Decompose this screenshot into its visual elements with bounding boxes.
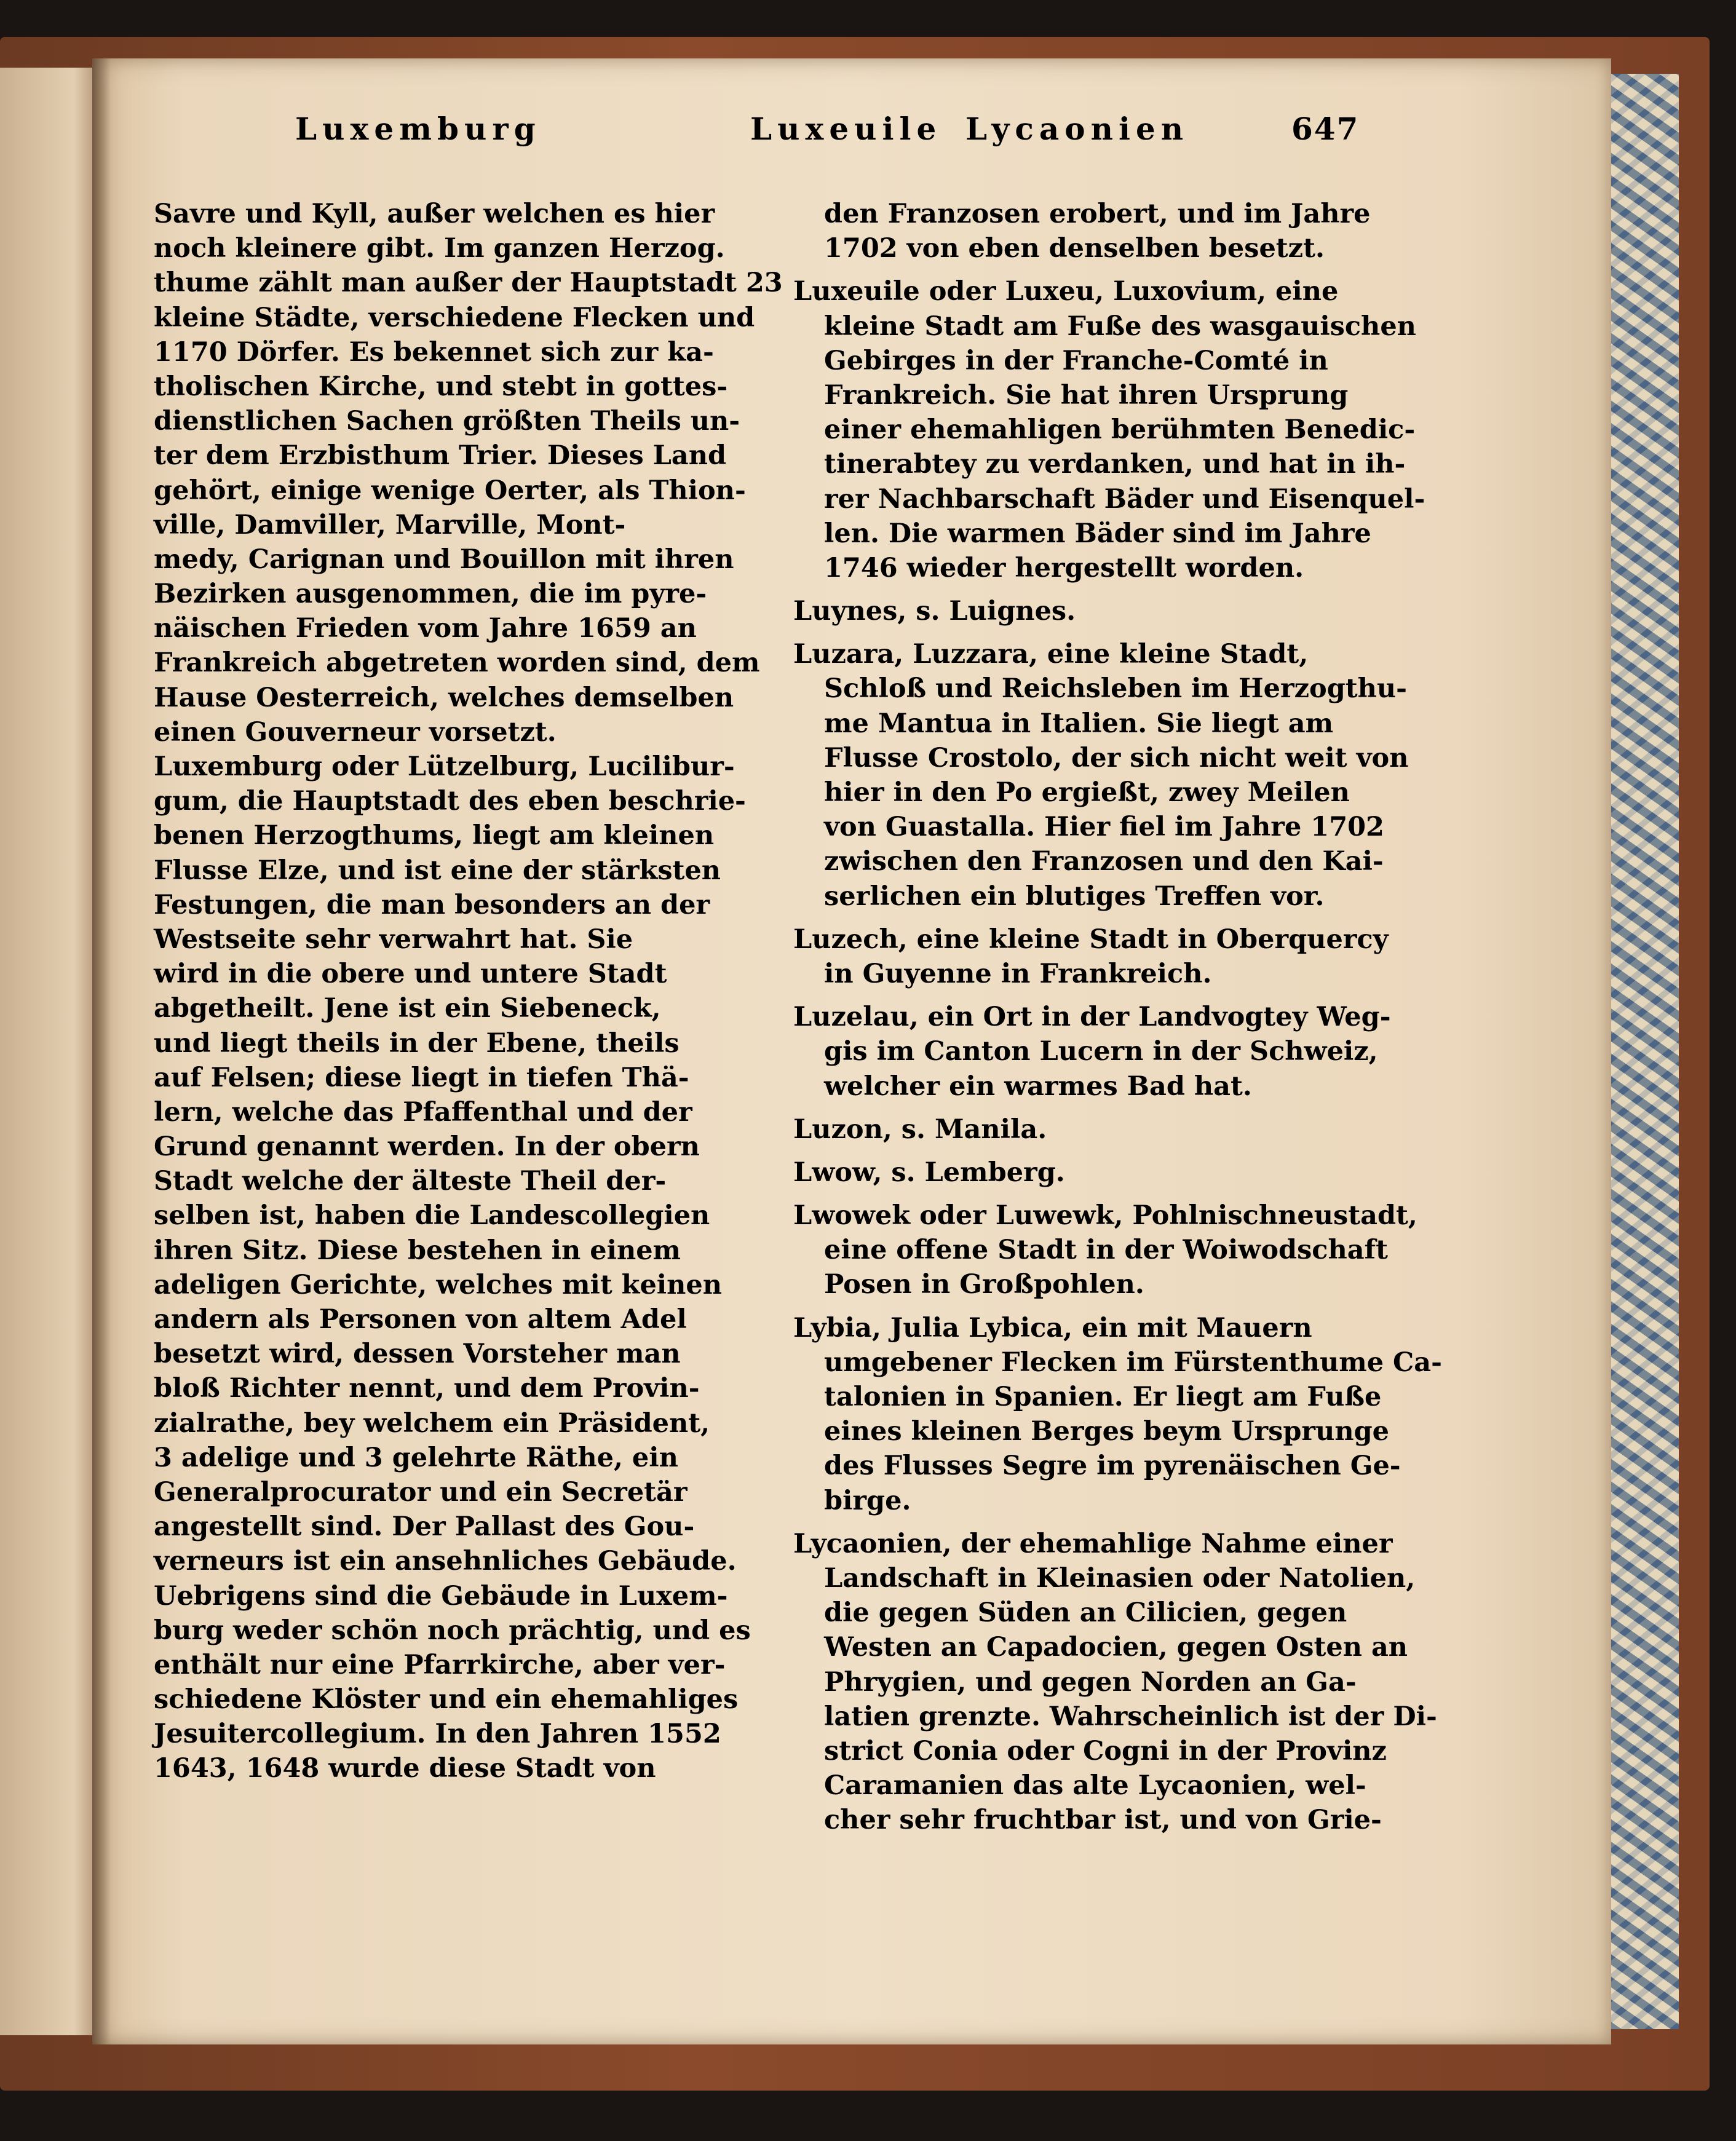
entry-headword-line: Lwow, s. Lemberg. <box>793 1157 1065 1188</box>
text-line: Gebirges in der Franche-Comté in <box>824 345 1328 376</box>
text-line: näischen Frieden vom Jahre 1659 an <box>154 613 697 644</box>
text-line: Jesuitercollegium. In den Jahren 1552 <box>154 1719 721 1750</box>
text-line: benen Herzogthums, liegt am kleinen <box>154 820 715 852</box>
text-line: Generalprocurator und ein Secretär <box>154 1476 688 1508</box>
text-line: enthält nur eine Pfarrkirche, aber ver- <box>154 1649 726 1680</box>
text-line: schiedene Klöster und ein ehemahliges <box>154 1684 739 1716</box>
text-line: auf Felsen; diese liegt in tiefen Thä- <box>154 1062 689 1093</box>
text-line: kleine Stadt am Fuße des wasgauischen <box>824 311 1416 342</box>
text-line: rer Nachbarschaft Bäder und Eisenquel- <box>824 483 1425 515</box>
entry-headword-line: Luzelau, ein Ort in der Landvogtey Weg- <box>793 1002 1391 1033</box>
text-line: Frankreich abgetreten worden sind, dem <box>154 647 760 679</box>
entry-headword-line: Lwowek oder Luwewk, Pohlnischneustadt, <box>793 1200 1417 1232</box>
text-column-left <box>154 197 806 1786</box>
entry-headword-line: Luxemburg oder Lützelburg, Lucilibur- <box>154 751 735 782</box>
text-line: einen Gouverneur vorsetzt. <box>154 716 557 748</box>
text-line: Phrygien, und gegen Norden an Ga- <box>824 1666 1357 1698</box>
text-line: welcher ein warmes Bad hat. <box>824 1070 1252 1102</box>
text-line: Landschaft in Kleinasien oder Natolien, <box>824 1562 1416 1594</box>
text-line: me Mantua in Italien. Sie liegt am <box>824 708 1334 739</box>
text-line: den Franzosen erobert, und im Jahre <box>824 199 1371 229</box>
text-line: len. Die warmen Bäder sind im Jahre <box>824 518 1371 549</box>
entry-gap <box>793 628 1500 637</box>
text-line: ville, Damviller, Marville, Mont- <box>154 509 626 540</box>
text-line: dienstlichen Sachen größten Theils un- <box>154 406 740 437</box>
text-line: Bezirken ausgenommen, die im pyre- <box>154 579 707 610</box>
text-line: thume zählt man außer der Hauptstadt 23 <box>154 267 783 299</box>
text-line: zwischen den Franzosen und den Kai- <box>824 846 1384 877</box>
entry-gap <box>793 914 1500 922</box>
running-head-middle: Luxeuile <box>750 111 942 147</box>
text-line: latien grenzte. Wahrscheinlich ist der Di- <box>824 1701 1437 1732</box>
facing-page-edge <box>0 68 92 2035</box>
text-line: ter dem Erzbisthum Trier. Dieses Land <box>154 440 727 472</box>
text-line: Caramanien das alte Lycaonien, wel- <box>824 1770 1366 1802</box>
text-line: umgebener Flecken im Fürstenthume Ca- <box>824 1347 1442 1378</box>
entry-headword-line: Lycaonien, der ehemahlige Nahme einer <box>793 1528 1393 1559</box>
page-gutter <box>92 58 111 2044</box>
text-line: Savre und Kyll, außer welchen es hier <box>154 199 715 229</box>
entry-gap <box>793 991 1500 1000</box>
entry-headword-line: Lybia, Julia Lybica, ein mit Mauern <box>793 1312 1312 1344</box>
text-line: die gegen Süden an Cilicien, gegen <box>824 1597 1347 1629</box>
text-line: selben ist, haben die Landescollegien <box>154 1200 710 1232</box>
text-line: medy, Carignan und Bouillon mit ihren <box>154 544 734 575</box>
text-line: angestellt sind. Der Pallast des Gou- <box>154 1511 695 1543</box>
text-line: 1702 von eben denselben besetzt. <box>824 233 1325 264</box>
text-line: abgetheilt. Jene ist ein Siebeneck, <box>154 993 661 1024</box>
text-line: Stadt welche der älteste Theil der- <box>154 1166 667 1197</box>
text-line: 3 adelige und 3 gelehrte Räthe, ein <box>154 1442 678 1473</box>
text-line: hier in den Po ergießt, zwey Meilen <box>824 777 1350 808</box>
entry-headword-line: Luynes, s. Luignes. <box>793 596 1076 627</box>
text-line: von Guastalla. Hier fiel im Jahre 1702 <box>824 812 1384 843</box>
text-line: kleine Städte, verschiedene Flecken und <box>154 302 755 333</box>
entry-gap <box>793 1147 1500 1155</box>
text-line: tinerabtey zu verdanken, und hat in ih- <box>824 449 1406 480</box>
entry-gap <box>793 1190 1500 1198</box>
text-line: und liegt theils in der Ebene, theils <box>154 1027 680 1059</box>
text-line: 1746 wieder hergestellt worden. <box>824 552 1304 584</box>
text-line: Hause Oesterreich, welches demselben <box>154 682 734 713</box>
text-line: Flusse Crostolo, der sich nicht weit von <box>824 742 1409 774</box>
text-line: eines kleinen Berges beym Ursprunge <box>824 1416 1390 1447</box>
page-number: 647 <box>1291 111 1360 147</box>
text-line: zialrathe, bey welchem ein Präsident, <box>154 1407 710 1439</box>
text-line: adeligen Gerichte, welches mit keinen <box>154 1269 723 1300</box>
entry-headword-line: Luzech, eine kleine Stadt in Oberquercy <box>793 924 1389 955</box>
text-line: verneurs ist ein ansehnliches Gebäude. <box>154 1546 737 1577</box>
text-line: Grund genannt werden. In der obern <box>154 1131 700 1163</box>
text-line: Schloß und Reichsleben im Herzogthu- <box>824 673 1407 705</box>
text-line: cher sehr fruchtbar ist, und von Grie- <box>824 1805 1382 1836</box>
text-line: 1170 Dörfer. Es bekennet sich zur ka- <box>154 336 714 368</box>
text-line: eine offene Stadt in der Woiwodschaft <box>824 1235 1388 1266</box>
text-line: ihren Sitz. Diese bestehen in einem <box>154 1235 681 1266</box>
text-line: Uebrigens sind die Gebäude in Luxem- <box>154 1580 728 1612</box>
text-line: andern als Personen von altem Adel <box>154 1304 687 1335</box>
text-line: Westen an Capadocien, gegen Osten an <box>824 1632 1408 1663</box>
text-line: 1643, 1648 wurde diese Stadt von <box>154 1753 656 1784</box>
text-line: bloß Richter nennt, und dem Provin- <box>154 1373 700 1404</box>
entry-headword-line: Luzara, Luzzara, eine kleine Stadt, <box>793 639 1309 670</box>
text-line: tholischen Kirche, und stebt in gottes- <box>154 371 728 402</box>
text-line: Frankreich. Sie hat ihren Ursprung <box>824 379 1349 411</box>
text-line: noch kleinere gibt. Im ganzen Herzog. <box>154 233 725 264</box>
text-line: gum, die Hauptstadt des eben beschrie- <box>154 786 746 817</box>
text-line: Posen in Großpohlen. <box>824 1269 1144 1300</box>
text-line: wird in die obere und untere Stadt <box>154 959 667 990</box>
text-line: einer ehemahligen berühmten Benedic- <box>824 414 1416 446</box>
text-line: serlichen ein blutiges Treffen vor. <box>824 881 1325 912</box>
entry-gap <box>793 1302 1500 1311</box>
text-line: gehört, einige wenige Oerter, als Thion- <box>154 475 746 506</box>
text-line: Festungen, die man besonders an der <box>154 889 710 920</box>
running-head-left: Luxemburg <box>295 111 541 147</box>
entry-gap <box>793 1104 1500 1112</box>
text-line: strict Conia oder Cogni in der Provinz <box>824 1735 1387 1767</box>
text-line: burg weder schön noch prächtig, und es <box>154 1615 751 1646</box>
entry-gap <box>793 266 1500 274</box>
text-line: Flusse Elze, und ist eine der stärksten <box>154 855 721 886</box>
entry-gap <box>793 1518 1500 1527</box>
text-line: gis im Canton Lucern in der Schweiz, <box>824 1036 1378 1067</box>
entry-headword-line: Luzon, s. Manila. <box>793 1114 1047 1145</box>
entry-gap <box>793 585 1500 594</box>
text-line: in Guyenne in Frankreich. <box>824 958 1212 989</box>
text-line: talonien in Spanien. Er liegt am Fuße <box>824 1382 1382 1412</box>
text-column-right <box>793 197 1500 1837</box>
text-line: besetzt wird, dessen Vorsteher man <box>154 1339 681 1370</box>
text-line: lern, welche das Pfaffenthal und der <box>154 1096 692 1128</box>
text-line: des Flusses Segre im pyrenäischen Ge- <box>824 1450 1401 1482</box>
text-line: birge. <box>824 1485 911 1516</box>
text-line: Westseite sehr verwahrt hat. Sie <box>154 924 633 955</box>
entry-headword-line: Luxeuile oder Luxeu, Luxovium, eine <box>793 276 1339 307</box>
running-head-right: Lycaonien <box>965 111 1189 147</box>
